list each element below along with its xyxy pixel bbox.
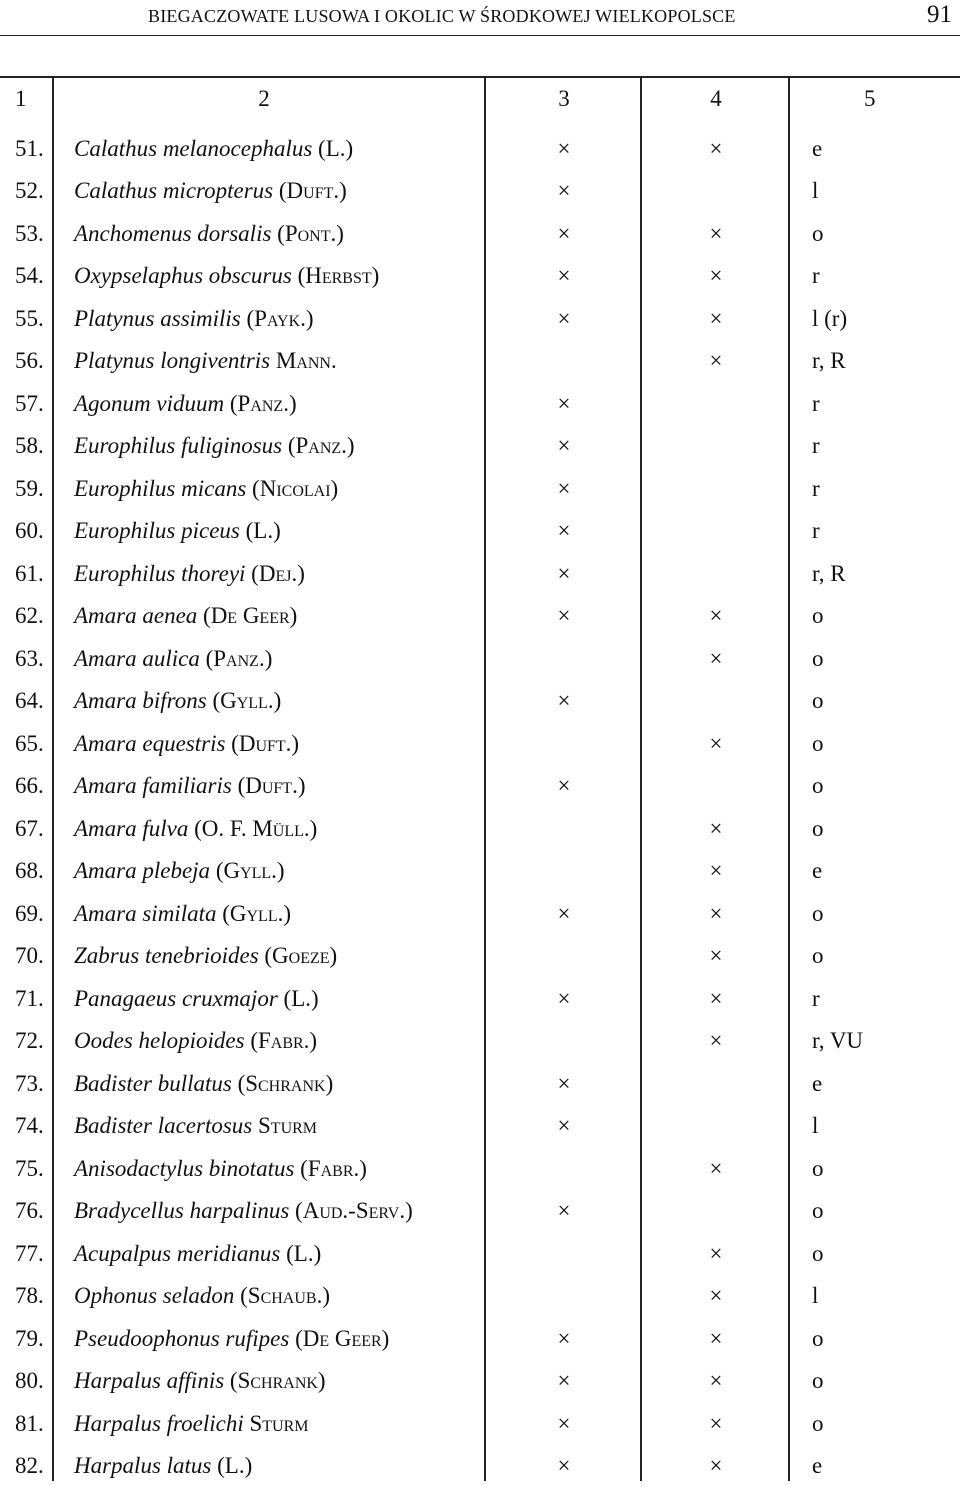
table-row [0, 1360, 960, 1403]
row-number: 82. [15, 1453, 44, 1478]
species-author: (Panz.) [229, 390, 297, 416]
column-header: 4 [710, 86, 722, 111]
presence-mark: × [557, 263, 571, 288]
presence-mark: × [709, 1028, 723, 1053]
species-binomial: Pseudoophonus rufipes [74, 1325, 290, 1351]
status-cell: r [812, 433, 820, 458]
species-author: (Duft.) [278, 178, 347, 203]
species-name [74, 808, 317, 851]
row-number: 61. [15, 560, 44, 586]
table-row [0, 468, 960, 511]
status-cell: r [812, 475, 820, 501]
status-cell: e [812, 1453, 823, 1478]
row-number: 60. [15, 518, 44, 543]
row-number: 81. [15, 1410, 44, 1436]
presence-mark: × [709, 1453, 723, 1478]
row-number: 78. [15, 1283, 44, 1308]
species-binomial: Badister lacertosus [74, 1113, 253, 1138]
species-name [74, 978, 319, 1021]
table-row [0, 893, 960, 936]
presence-mark: × [709, 900, 723, 926]
species-binomial: Oodes helopioides [74, 1028, 245, 1053]
species-name [74, 1148, 367, 1191]
row-number: 58. [15, 433, 44, 458]
species-author: (Panz.) [287, 433, 355, 458]
status-cell: o [812, 1198, 824, 1223]
species-author: (Aud.-Serv.) [295, 1198, 413, 1223]
presence-mark: × [557, 220, 571, 246]
table-row [0, 213, 960, 256]
species-binomial: Calathus melanocephalus [74, 135, 313, 161]
row-number: 54. [15, 263, 44, 288]
presence-mark: × [709, 815, 723, 841]
species-name [74, 425, 355, 468]
species-author: (L.) [286, 1240, 322, 1266]
species-binomial: Panagaeus cruxmajor [74, 985, 278, 1011]
table-row [0, 1020, 960, 1063]
species-author: (L.) [217, 1453, 253, 1478]
species-author: (Gyll.) [212, 688, 282, 713]
status-cell: r [812, 263, 820, 288]
species-author: (O. F. Müll.) [194, 815, 318, 841]
species-author: (Duft.) [231, 730, 300, 756]
species-name [74, 510, 281, 553]
table-row [0, 765, 960, 808]
status-cell: o [812, 900, 824, 926]
presence-mark: × [557, 1410, 571, 1436]
status-cell: o [812, 603, 824, 628]
species-author: (Payk.) [246, 305, 314, 331]
species-binomial: Amara equestris [74, 730, 226, 756]
row-number: 63. [15, 645, 44, 671]
presence-mark: × [557, 985, 571, 1011]
row-number: 68. [15, 858, 44, 883]
species-binomial: Anisodactylus binotatus [74, 1155, 295, 1181]
species-binomial: Zabrus tenebrioides [74, 943, 259, 968]
species-binomial: Ophonus seladon [74, 1283, 235, 1308]
species-author: (Fabr.) [250, 1028, 318, 1053]
table-row [0, 638, 960, 681]
status-cell: e [812, 858, 823, 883]
row-number: 75. [15, 1155, 44, 1181]
row-number: 70. [15, 943, 44, 968]
table-row [0, 255, 960, 298]
species-binomial: Calathus micropterus [74, 178, 274, 203]
species-name [74, 298, 314, 341]
table-row [0, 1148, 960, 1191]
table-row [0, 1403, 960, 1446]
species-binomial: Amara plebeja [74, 858, 211, 883]
species-name [74, 1063, 333, 1106]
species-name [74, 1105, 317, 1148]
table-row [0, 383, 960, 426]
table-row [0, 1190, 960, 1233]
row-number: 52. [15, 178, 44, 203]
presence-mark: × [557, 773, 571, 798]
status-cell: e [812, 135, 823, 161]
species-author: (Gyll.) [222, 900, 292, 926]
row-number: 57. [15, 390, 44, 416]
presence-mark: × [709, 1368, 723, 1393]
status-cell: r [812, 518, 820, 543]
species-name [74, 595, 297, 638]
table-row [0, 298, 960, 341]
species-name [74, 383, 297, 426]
species-author: (Dej.) [251, 560, 305, 586]
page-header [0, 0, 960, 36]
presence-mark: × [709, 943, 723, 968]
row-number: 66. [15, 773, 44, 798]
species-name [74, 893, 291, 936]
species-author: Sturm [258, 1113, 318, 1138]
species-author: (L.) [245, 518, 281, 543]
species-author: (L.) [318, 135, 354, 161]
presence-mark: × [709, 730, 723, 756]
presence-mark: × [709, 1410, 723, 1436]
species-name [74, 128, 353, 171]
species-name [74, 553, 305, 596]
species-author: (L.) [283, 985, 319, 1011]
table-row [0, 510, 960, 553]
status-cell: o [812, 773, 824, 798]
column-header: 5 [864, 86, 876, 111]
row-number: 80. [15, 1368, 44, 1393]
species-name [74, 213, 344, 256]
row-number: 65. [15, 730, 44, 756]
presence-mark: × [709, 603, 723, 628]
row-number: 74. [15, 1113, 44, 1138]
table-row [0, 553, 960, 596]
table-row [0, 978, 960, 1021]
presence-mark: × [557, 475, 571, 501]
species-name [74, 1020, 317, 1063]
species-author: (De Geer) [295, 1325, 390, 1351]
species-name [74, 935, 337, 978]
status-cell: o [812, 1240, 824, 1266]
status-cell: r [812, 390, 820, 416]
species-author: (Herbst) [297, 263, 380, 288]
row-number: 72. [15, 1028, 44, 1053]
presence-mark: × [557, 390, 571, 416]
species-binomial: Harpalus affinis [74, 1368, 225, 1393]
species-author: (Nicolai) [252, 475, 339, 501]
species-binomial: Harpalus froelichi [74, 1410, 244, 1436]
presence-mark: × [557, 603, 571, 628]
status-cell: o [812, 1410, 824, 1436]
table-row [0, 1318, 960, 1361]
column-header: 1 [15, 86, 27, 111]
species-binomial: Europhilus micans [74, 475, 247, 501]
presence-mark: × [557, 1368, 571, 1393]
species-author: (Schaub.) [240, 1283, 330, 1308]
presence-mark: × [557, 1453, 571, 1478]
species-author: (Schrank) [237, 1070, 334, 1096]
presence-mark: × [557, 178, 571, 203]
row-number: 59. [15, 475, 44, 501]
presence-mark: × [709, 858, 723, 883]
species-author: (Pont.) [277, 220, 344, 246]
status-cell: o [812, 1325, 824, 1351]
status-cell: l [812, 1113, 819, 1138]
species-name [74, 1403, 309, 1446]
species-binomial: Amara familiaris [74, 773, 232, 798]
row-number: 76. [15, 1198, 44, 1223]
species-binomial: Europhilus fuliginosus [74, 433, 283, 458]
row-number: 73. [15, 1070, 44, 1096]
running-title: BIEGACZOWATE LUSOWA I OKOLIC W ŚRODKOWEJ WIELKOPOLSCE [148, 6, 736, 26]
species-name [74, 1233, 321, 1276]
presence-mark: × [709, 263, 723, 288]
row-number: 64. [15, 688, 44, 713]
row-number: 67. [15, 815, 44, 841]
species-binomial: Europhilus piceus [74, 518, 240, 543]
species-name [74, 680, 281, 723]
species-binomial: Amara bifrons [74, 688, 207, 713]
presence-mark: × [557, 135, 571, 161]
row-number: 53. [15, 220, 44, 246]
species-binomial: Anchomenus dorsalis [74, 220, 272, 246]
table-row [0, 1445, 960, 1488]
presence-mark: × [557, 1198, 571, 1223]
presence-mark: × [557, 1113, 571, 1138]
species-binomial: Acupalpus meridianus [74, 1240, 281, 1266]
table-header-row [0, 78, 960, 121]
status-cell: e [812, 1070, 823, 1096]
presence-mark: × [709, 1155, 723, 1181]
table-row [0, 935, 960, 978]
species-name [74, 170, 347, 213]
species-author: (Gyll.) [215, 858, 285, 883]
row-number: 77. [15, 1240, 44, 1266]
status-cell: r, VU [812, 1028, 864, 1053]
species-author: (Fabr.) [300, 1155, 367, 1181]
species-name [74, 255, 379, 298]
presence-mark: × [709, 1240, 723, 1266]
species-author: (De Geer) [203, 603, 298, 628]
presence-mark: × [557, 433, 571, 458]
species-author: (Goeze) [264, 943, 338, 968]
presence-mark: × [709, 1325, 723, 1351]
status-cell: o [812, 943, 824, 968]
status-cell: o [812, 1155, 824, 1181]
status-cell: r, R [812, 348, 846, 373]
status-cell: l [812, 178, 819, 203]
table-row [0, 808, 960, 851]
status-cell: l [812, 1283, 819, 1308]
species-name [74, 638, 272, 681]
presence-mark: × [709, 985, 723, 1011]
table-row [0, 595, 960, 638]
row-number: 69. [15, 900, 44, 926]
presence-mark: × [709, 305, 723, 331]
species-binomial: Platynus longiventris [74, 348, 271, 373]
presence-mark: × [709, 1283, 723, 1308]
row-number: 79. [15, 1325, 44, 1351]
species-binomial: Bradycellus harpalinus [74, 1198, 290, 1223]
status-cell: o [812, 815, 824, 841]
species-name [74, 468, 338, 511]
table-row [0, 1063, 960, 1106]
species-name [74, 850, 285, 893]
table-row [0, 170, 960, 213]
species-binomial: Amara similata [74, 900, 217, 926]
table-row [0, 1233, 960, 1276]
species-author: (Panz.) [205, 645, 273, 671]
table-row [0, 1105, 960, 1148]
table-row [0, 340, 960, 383]
status-cell: o [812, 220, 824, 246]
row-number: 71. [15, 985, 44, 1011]
row-number: 51. [15, 135, 44, 161]
status-cell: o [812, 645, 824, 671]
presence-mark: × [557, 900, 571, 926]
species-name [74, 765, 305, 808]
presence-mark: × [557, 518, 571, 543]
species-author: (Duft.) [237, 773, 306, 798]
species-binomial: Badister bullatus [74, 1070, 232, 1096]
species-binomial: Oxypselaphus obscurus [74, 263, 292, 288]
presence-mark: × [709, 220, 723, 246]
presence-mark: × [709, 348, 723, 373]
presence-mark: × [557, 1325, 571, 1351]
column-header: 3 [558, 86, 570, 111]
species-author: Sturm [249, 1410, 309, 1436]
species-author: Mann. [275, 348, 337, 373]
species-name [74, 1360, 326, 1403]
species-binomial: Amara aenea [74, 603, 198, 628]
row-number: 56. [15, 348, 44, 373]
species-name [74, 1190, 413, 1233]
species-binomial: Amara fulva [74, 815, 189, 841]
species-binomial: Agonum viduum [74, 390, 225, 416]
species-binomial: Europhilus thoreyi [74, 560, 246, 586]
status-cell: o [812, 1368, 824, 1393]
presence-mark: × [557, 1070, 571, 1096]
table-row [0, 680, 960, 723]
species-name [74, 1275, 330, 1318]
species-binomial: Platynus assimilis [74, 305, 241, 331]
species-binomial: Harpalus latus [74, 1453, 212, 1478]
presence-mark: × [709, 645, 723, 671]
page-number: 91 [927, 1, 952, 28]
row-number: 55. [15, 305, 44, 331]
presence-mark: × [557, 560, 571, 586]
table-row [0, 425, 960, 468]
table-row [0, 850, 960, 893]
table-row [0, 1275, 960, 1318]
species-name [74, 1318, 389, 1361]
table-row [0, 128, 960, 171]
table-row [0, 723, 960, 766]
status-cell: r [812, 985, 820, 1011]
status-cell: o [812, 730, 824, 756]
row-number: 62. [15, 603, 44, 628]
column-header: 2 [258, 86, 270, 111]
status-cell: l (r) [812, 305, 848, 331]
status-cell: r, R [812, 560, 846, 586]
status-cell: o [812, 688, 824, 713]
species-author: (Schrank) [229, 1368, 326, 1393]
presence-mark: × [709, 135, 723, 161]
species-binomial: Amara aulica [74, 645, 200, 671]
presence-mark: × [557, 688, 571, 713]
species-name [74, 723, 299, 766]
species-name [74, 1445, 252, 1488]
presence-mark: × [557, 305, 571, 331]
species-name [74, 340, 337, 383]
